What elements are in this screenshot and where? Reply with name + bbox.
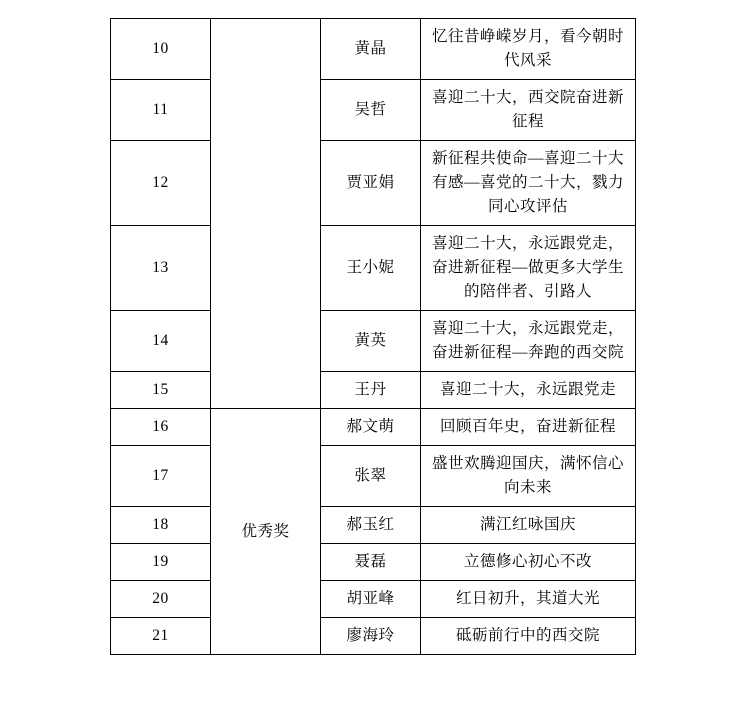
participant-name: 聂磊 (321, 544, 421, 581)
participant-name: 廖海玲 (321, 618, 421, 655)
row-number: 19 (111, 544, 211, 581)
work-title: 满江红咏国庆 (421, 507, 636, 544)
table-row (111, 446, 636, 507)
award-table (110, 18, 636, 655)
row-number: 12 (111, 141, 211, 226)
work-title: 立德修心初心不改 (421, 544, 636, 581)
participant-name: 郝文萌 (321, 409, 421, 446)
award-table-wrapper (110, 18, 635, 655)
table-row (111, 80, 636, 141)
award-category-excellent: 优秀奖 (211, 409, 321, 655)
work-title: 回顾百年史，奋进新征程 (421, 409, 636, 446)
table-row (111, 141, 636, 226)
row-number: 21 (111, 618, 211, 655)
table-row (111, 581, 636, 618)
row-number: 14 (111, 311, 211, 372)
work-title: 喜迎二十大，永远跟党走，奋进新征程—做更多大学生的陪伴者、引路人 (421, 226, 636, 311)
participant-name: 黄英 (321, 311, 421, 372)
table-row (111, 372, 636, 409)
table-row (111, 544, 636, 581)
table-row (111, 618, 636, 655)
work-title: 新征程共使命—喜迎二十大有感—喜党的二十大，戮力同心攻评估 (421, 141, 636, 226)
table-row (111, 507, 636, 544)
row-number: 20 (111, 581, 211, 618)
row-number: 10 (111, 19, 211, 80)
row-number: 17 (111, 446, 211, 507)
table-row (111, 19, 636, 80)
row-number: 18 (111, 507, 211, 544)
participant-name: 黄晶 (321, 19, 421, 80)
participant-name: 王丹 (321, 372, 421, 409)
work-title: 喜迎二十大，西交院奋进新征程 (421, 80, 636, 141)
table-row (111, 226, 636, 311)
participant-name: 张翠 (321, 446, 421, 507)
work-title: 红日初升，其道大光 (421, 581, 636, 618)
participant-name: 胡亚峰 (321, 581, 421, 618)
work-title: 砥砺前行中的西交院 (421, 618, 636, 655)
work-title: 喜迎二十大，永远跟党走，奋进新征程—奔跑的西交院 (421, 311, 636, 372)
table-row (111, 311, 636, 372)
work-title: 忆往昔峥嵘岁月，看今朝时代风采 (421, 19, 636, 80)
row-number: 13 (111, 226, 211, 311)
row-number: 16 (111, 409, 211, 446)
participant-name: 吴哲 (321, 80, 421, 141)
table-row (111, 409, 636, 446)
participant-name: 王小妮 (321, 226, 421, 311)
participant-name: 郝玉红 (321, 507, 421, 544)
work-title: 盛世欢腾迎国庆，满怀信心向未来 (421, 446, 636, 507)
row-number: 11 (111, 80, 211, 141)
award-category-upper (211, 19, 321, 409)
work-title: 喜迎二十大，永远跟党走 (421, 372, 636, 409)
row-number: 15 (111, 372, 211, 409)
participant-name: 贾亚娟 (321, 141, 421, 226)
